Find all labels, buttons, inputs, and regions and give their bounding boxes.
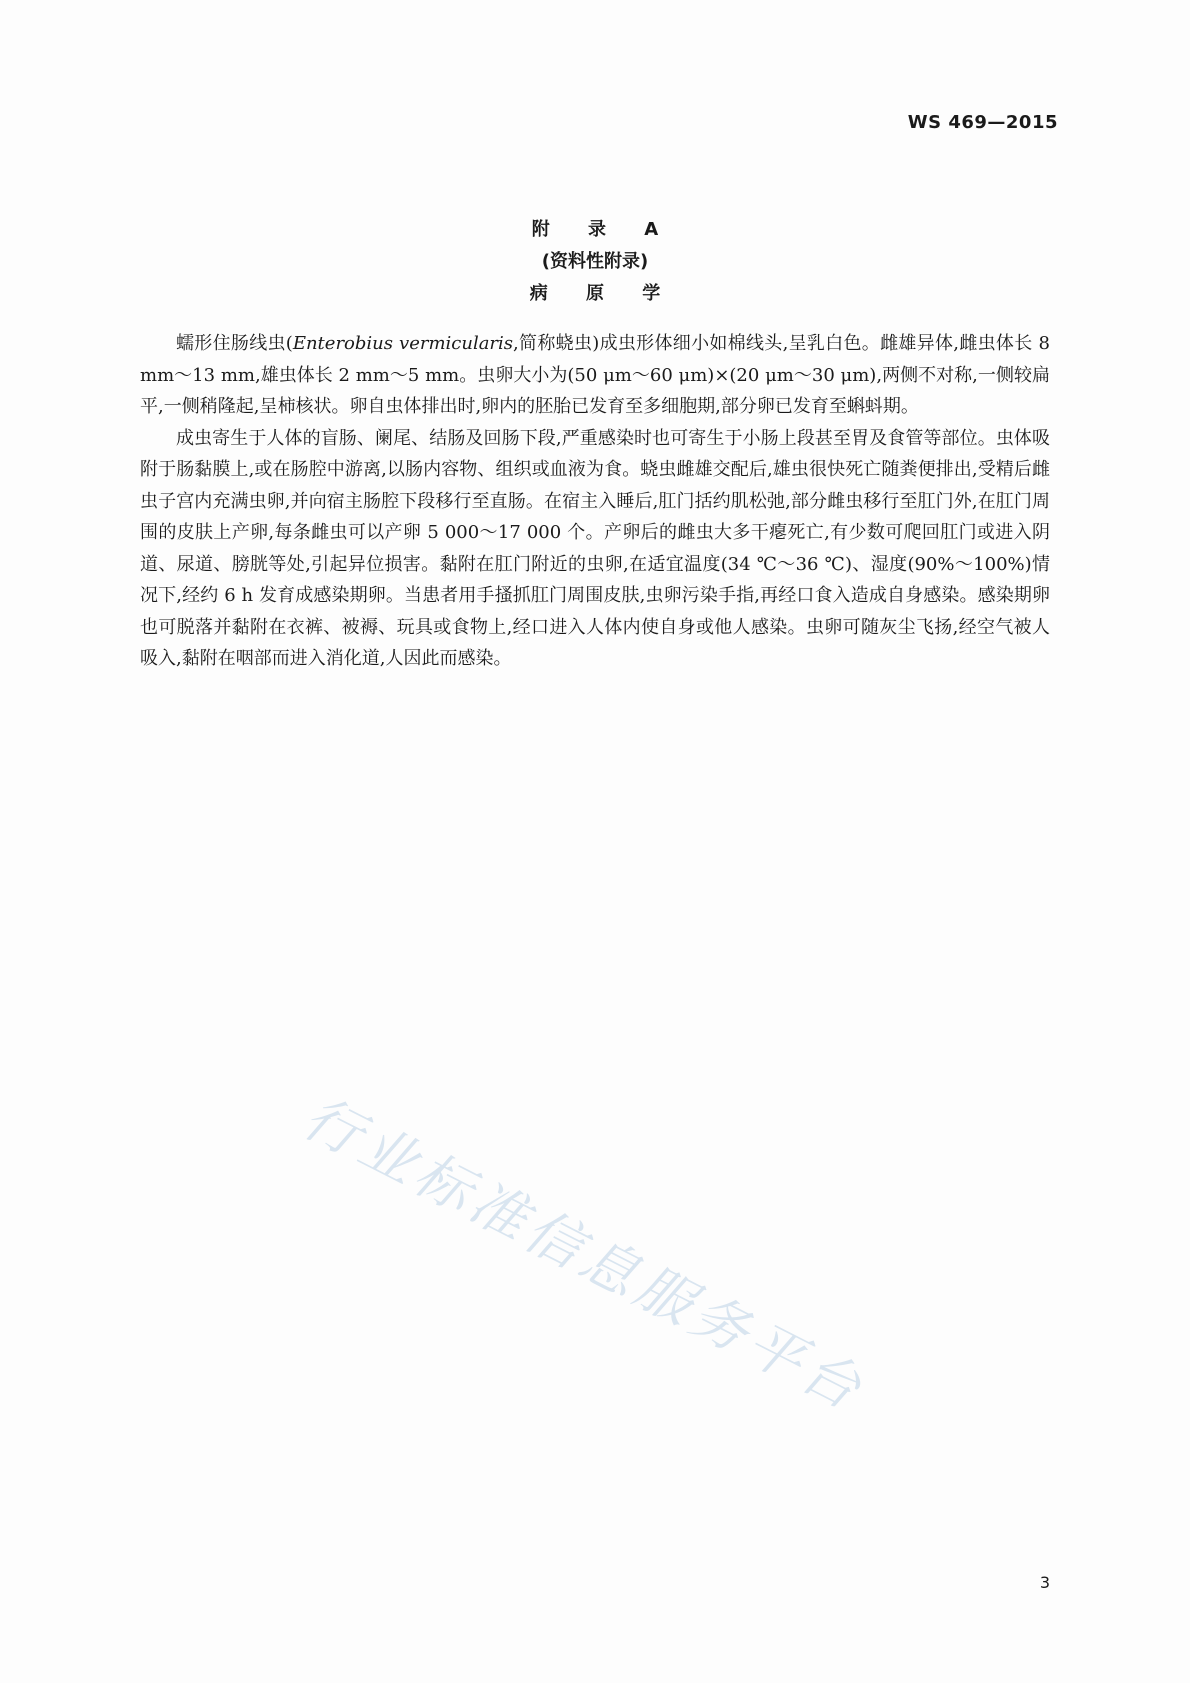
appendix-heading <box>0 214 1190 310</box>
latin-species-name: Enterobius vermicularis <box>292 333 514 354</box>
body-text <box>140 328 1050 675</box>
paragraph-1-rest: ,简称蛲虫)成虫形体细小如棉线头,呈乳白色。雌雄异体,雌虫体长 8 mm～13 mm,雄虫体长 2 mm～5 mm。虫卵大小为(50 μm～60 μm)×(20 μm～30 μm),两侧不对称,一侧较扁平,一侧稍隆起,呈柿核状。卵自虫体排出时,卵内的胚胎已发育至多细胞期,部分卵已发育至蝌蚪期。 <box>140 333 1050 417</box>
paragraph-1-intro: 蠕形住肠线虫( <box>176 333 293 354</box>
paragraph-2: 成虫寄生于人体的盲肠、阑尾、结肠及回肠下段,严重感染时也可寄生于小肠上段甚至胃及食管等部位。虫体吸附于肠黏膜上,或在肠腔中游离,以肠内容物、组织或血液为食。蛲虫雌雄交配后,雄虫很快死亡随粪便排出,受精后雌虫子宫内充满虫卵,并向宿主肠腔下段移行至直肠。在宿主入睡后,肛门括约肌松弛,部分雌虫移行至肛门外,在肛门周围的皮肤上产卵,每条雌虫可以产卵 5 000～17 000 个。产卵后的雌虫大多干瘪死亡,有少数可爬回肛门或进入阴道、尿道、膀胱等处,引起异位损害。黏附在肛门附近的虫卵,在适宜温度(34 ℃～36 ℃)、湿度(90%～100%)情况下,经约 6 h 发育成感染期卵。当患者用手搔抓肛门周围皮肤,虫卵污染手指,再经口食入造成自身感染。感染期卵也可脱落并黏附在衣裤、被褥、玩具或食物上,经口进入人体内使自身或他人感染。虫卵可随灰尘飞扬,经空气被人吸入,黏附在咽部而进入消化道,人因此而感染。 <box>140 427 1050 669</box>
watermark: 行业标准信息服务平台 <box>293 1085 876 1425</box>
paragraph-1 <box>140 328 1050 423</box>
page-number: 3 <box>1039 1573 1050 1592</box>
appendix-subject: 病 原 学 <box>529 283 677 304</box>
standard-number: WS 469—2015 <box>907 112 1058 133</box>
appendix-type: (资料性附录) <box>541 251 649 272</box>
appendix-title: 附 录 A <box>531 219 675 240</box>
